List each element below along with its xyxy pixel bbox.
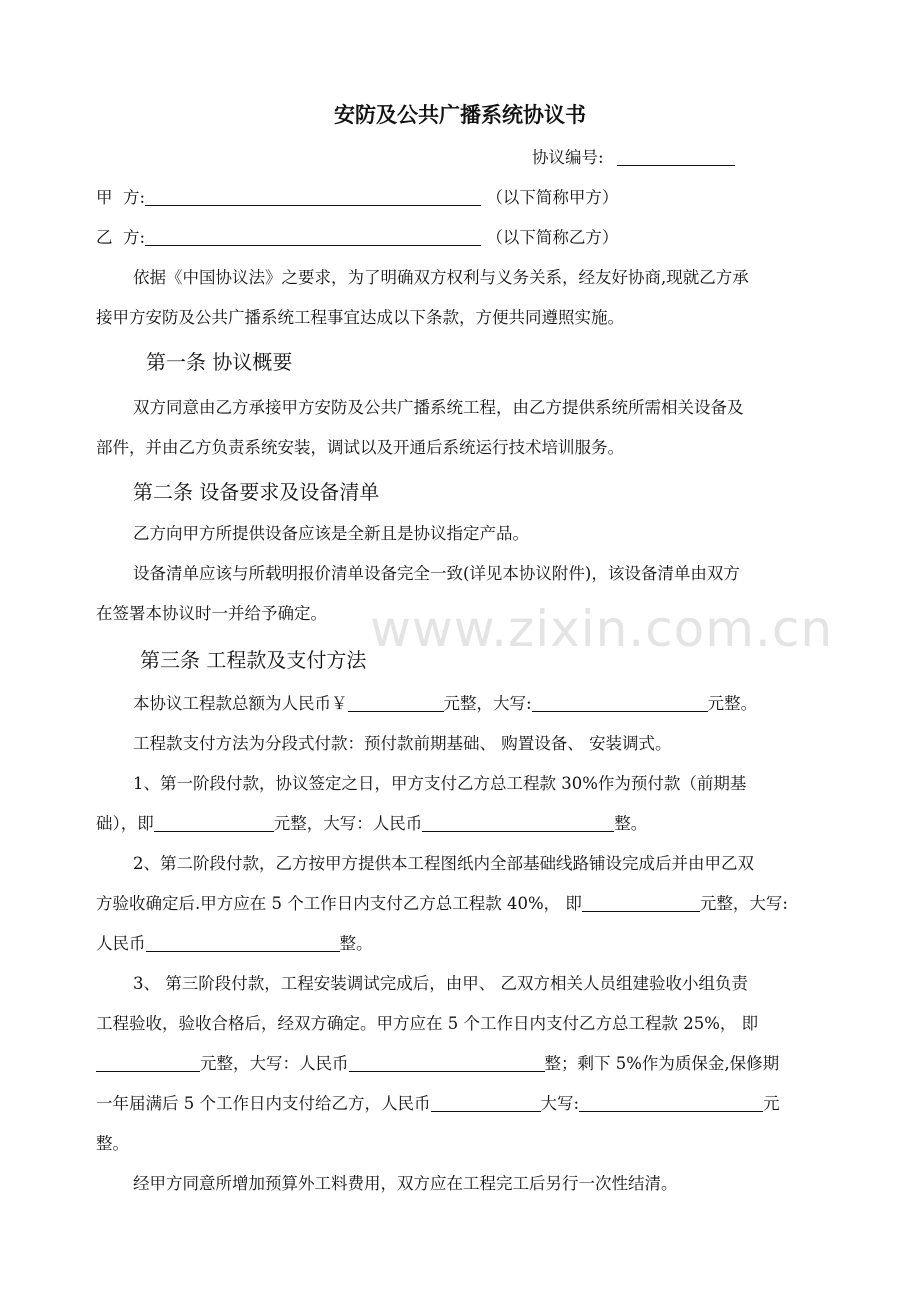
- article-1-heading: 第一条 协议概要: [146, 350, 293, 374]
- article-2-para-1: 乙方向甲方所提供设备应该是全新且是协议指定产品。: [133, 524, 529, 543]
- stage-2-words-blank: [146, 933, 340, 952]
- stage-2-line-2: [96, 892, 836, 916]
- stage-3-text-c: 一年届满后 5 个工作日内支付给乙方，人民币: [96, 1094, 431, 1113]
- intro-line-1: 依据《中国协议法》之要求，为了明确双方权利与义务关系，经友好协商,现就乙方承: [133, 268, 749, 287]
- party-b-suffix: （以下简称乙方）: [486, 228, 619, 247]
- watermark: www.zixin.com.cn: [370, 600, 834, 658]
- stage-3-words-blank: [349, 1053, 545, 1072]
- stage-1-amount-blank: [154, 813, 274, 832]
- stage-3-deposit-words-blank: [579, 1093, 763, 1112]
- article-2-heading: 第二条 设备要求及设备清单: [133, 480, 380, 504]
- stage-1-line-1: 1、第一阶段付款，协议签定之日，甲方支付乙方总工程款 30%作为预付款（前期基: [133, 774, 747, 793]
- stage-2-text-a: 方验收确定后.甲方应在 5 个工作日内支付乙方总工程款 40%， 即: [96, 894, 582, 913]
- stage-3-line-5: 整。: [96, 1134, 129, 1153]
- stage-2-text-c: 人民币: [96, 934, 146, 953]
- article-2-para-2-line-2: 在签署本协议时一并给予确定。: [96, 604, 327, 623]
- stage-2-line-1: 2、第二阶段付款，乙方按甲方提供本工程图纸内全部基础线路铺设完成后并由甲乙双: [133, 854, 754, 873]
- article-3-heading: 第三条 工程款及支付方法: [140, 648, 367, 672]
- stage-3-line-2: 工程验收，验收合格后，经双方确定。甲方应在 5 个工作日内支付乙方总工程款 25%， 即: [96, 1014, 759, 1033]
- article-1-line-2: 部件，并由乙方负责系统安装，调试以及开通后系统运行技术培训服务。: [96, 438, 624, 457]
- stage-2-line-3: [96, 932, 836, 956]
- party-a-row: [96, 186, 836, 210]
- stage-2-text-d: 整。: [339, 934, 373, 953]
- stage-2-amount-blank: [582, 893, 700, 912]
- extra-costs: 经甲方同意所增加预算外工料费用，双方应在工程完工后另行一次性结清。: [133, 1174, 678, 1193]
- stage-3-deposit-blank: [431, 1093, 541, 1112]
- stage-1-line-2: [96, 812, 836, 836]
- stage-3-text-e: 元: [763, 1094, 780, 1113]
- intro-line-2: 接甲方安防及公共广播系统工程事宜达成以下条款，方便共同遵照实施。: [96, 308, 624, 327]
- party-b-row: [96, 226, 836, 250]
- stage-3-line-3: [96, 1052, 836, 1076]
- stage-3-text-b: 整；剩下 5%作为质保金,保修期: [544, 1054, 780, 1073]
- party-b-blank: [145, 227, 481, 246]
- party-b-label: 乙 方:: [96, 228, 146, 247]
- party-a-suffix: （以下简称甲方）: [486, 188, 619, 207]
- agreement-number-blank: [617, 147, 735, 166]
- stage-3-line-1: 3、 第三阶段付款，工程安装调试完成后，由甲、 乙双方相关人员组建验收小组负责: [133, 974, 748, 993]
- stage-3-text-a: 元整，大写：人民币: [200, 1054, 349, 1073]
- stage-1-text-a: 础），即: [96, 814, 154, 833]
- document-title: 安防及公共广播系统协议书: [334, 102, 586, 127]
- stage-3-text-d: 大写:: [540, 1094, 580, 1113]
- article-1-line-1: 双方同意由乙方承接甲方安防及公共广播系统工程，由乙方提供系统所需相关设备及: [133, 398, 744, 417]
- stage-1-text-c: 整。: [614, 814, 648, 833]
- total-amount-row: [133, 692, 873, 716]
- total-amount-words-blank: [532, 693, 708, 712]
- stage-1-text-b: 元整，大写：人民币: [273, 814, 423, 833]
- stage-3-amount-blank: [96, 1053, 200, 1072]
- stage-3-line-4: [96, 1092, 836, 1116]
- agreement-number-label: 协议编号:: [532, 148, 604, 167]
- total-amount-blank: [348, 693, 444, 712]
- total-amount-text-c: 元整。: [707, 694, 758, 713]
- article-2-para-2-line-1: 设备清单应该与所载明报价清单设备完全一致(详见本协议附件)，该设备清单由双方: [133, 564, 740, 583]
- stage-1-words-blank: [422, 813, 614, 832]
- stage-2-text-b: 元整，大写:: [699, 894, 788, 913]
- party-a-label: 甲 方:: [96, 188, 146, 207]
- agreement-number-row: [532, 146, 832, 170]
- payment-method: 工程款支付方法为分段式付款：预付款前期基础、 购置设备、 安装调式。: [133, 734, 672, 753]
- total-amount-text-b: 元整，大写:: [443, 694, 532, 713]
- party-a-blank: [145, 187, 481, 206]
- total-amount-text-a: 本协议工程款总额为人民币￥: [133, 694, 348, 713]
